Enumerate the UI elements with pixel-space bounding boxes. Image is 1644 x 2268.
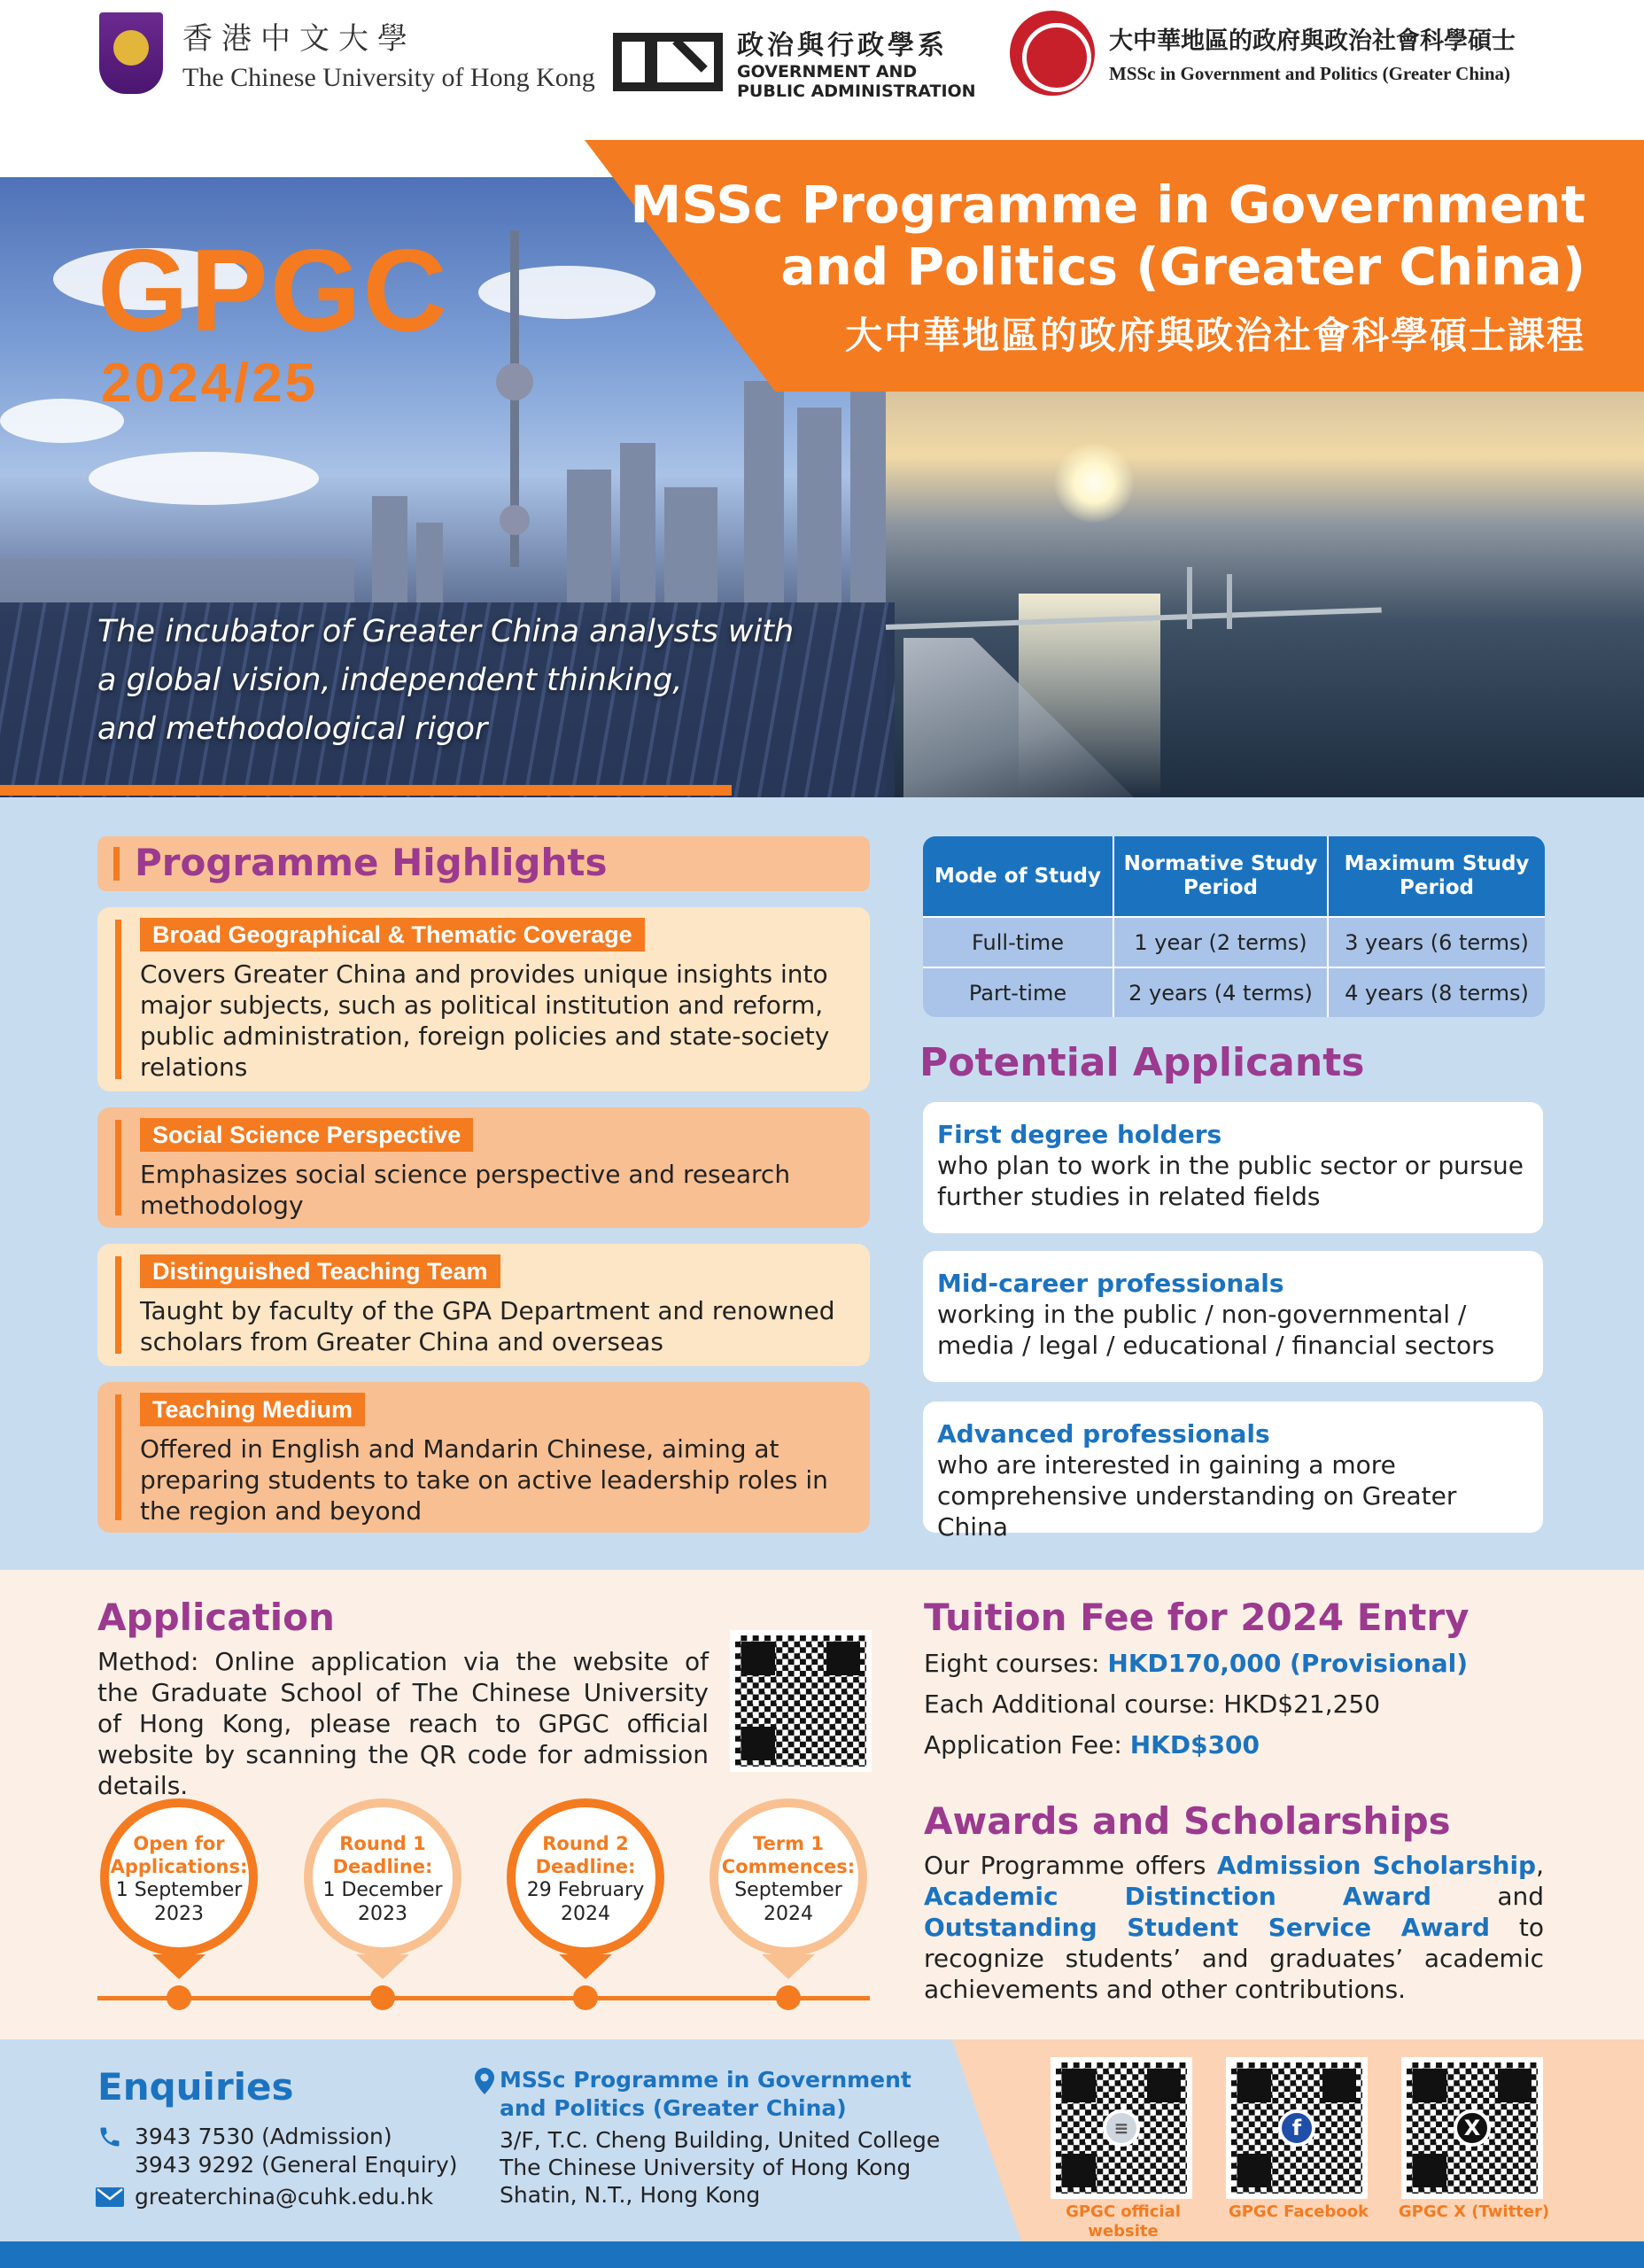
milestone-title: Term 1 Commences: <box>721 1833 856 1877</box>
table-cell: 3 years (6 terms) <box>1329 916 1545 967</box>
applicant-body: who are interested in gaining a more comprehensive understanding on Greater China <box>937 1450 1457 1542</box>
qr-label-x-twitter: GPGC X (Twitter) <box>1398 2202 1550 2221</box>
fee-line-eight-courses <box>924 1648 1468 1679</box>
skyline-building <box>416 523 443 611</box>
timeline-dot <box>167 1985 191 2010</box>
document-icon: ≡ <box>1103 2109 1140 2147</box>
phone-admission[interactable]: 3943 7530 (Admission) <box>135 2124 392 2149</box>
mssc-seal-icon <box>1010 11 1095 96</box>
cuhk-name-en: The Chinese University of Hong Kong <box>182 62 595 92</box>
programme-title-line-2: and Politics (Greater China) <box>780 237 1586 297</box>
cuhk-name-zh: 香港中文大學 <box>182 20 416 57</box>
highlight-body: Offered in English and Mandarin Chinese, aiming at preparing students to take on active leadership roles in the region and beyond <box>140 1434 828 1526</box>
table-header: Mode of Study <box>923 836 1114 916</box>
applicant-card <box>923 1251 1543 1382</box>
table-cell: 2 years (4 terms) <box>1114 967 1329 1017</box>
application-heading: Application <box>97 1596 335 1639</box>
tagline-line: and methodological rigor <box>97 711 488 747</box>
phone-icon <box>97 2124 122 2149</box>
milestone-date: 29 February <box>526 1879 645 1901</box>
milestone-year: 2024 <box>764 1903 813 1925</box>
highlight-tag: Teaching Medium <box>140 1393 365 1426</box>
skyline-building <box>744 381 784 611</box>
tv-tower-sphere <box>496 363 533 400</box>
table-header-row <box>923 836 1545 916</box>
gpa-name-en-2: PUBLIC ADMINISTRATION <box>737 82 976 101</box>
applicant-title: First degree holders <box>937 1120 1222 1149</box>
milestone-bubble <box>304 1798 461 1956</box>
gpa-logo[interactable] <box>613 23 976 101</box>
highlight-body: Emphasizes social science perspective and research methodology <box>140 1160 791 1220</box>
skyline-building <box>850 372 886 611</box>
cuhk-logo[interactable] <box>99 12 595 94</box>
milestone-year: 2023 <box>154 1903 204 1925</box>
study-mode-table <box>923 836 1545 1017</box>
gpa-mark-icon <box>613 33 723 91</box>
timeline-dot <box>573 1985 598 2010</box>
applicant-card <box>923 1402 1543 1542</box>
programme-title-line-1: MSSc Programme in Government <box>630 175 1586 235</box>
highlight-tag: Social Science Perspective <box>140 1118 473 1152</box>
email-link[interactable]: greaterchina@cuhk.edu.hk <box>135 2184 434 2210</box>
milestone-title: Round 2 Deadline: <box>535 1833 636 1877</box>
awards-separator: and <box>1497 1882 1544 1911</box>
highlight-body: Covers Greater China and provides unique insights into major subjects, such as political institution and reform, public administration, foreign policies and state-society relations <box>140 959 830 1082</box>
applicant-title: Mid-career professionals <box>937 1269 1284 1298</box>
awards-heading: Awards and Scholarships <box>924 1799 1451 1843</box>
milestone-pointer <box>356 1954 409 1979</box>
fee-value: HKD170,000 (Provisional) <box>1107 1649 1468 1678</box>
gpa-name-en-1: GOVERNMENT AND <box>737 62 918 82</box>
fee-value: HKD$300 <box>1129 1730 1260 1759</box>
award-name: Admission Scholarship <box>1216 1851 1537 1880</box>
awards-intro: Our Programme offers <box>924 1851 1206 1880</box>
table-cell: 4 years (8 terms) <box>1329 967 1545 1017</box>
facebook-icon: f <box>1278 2109 1315 2147</box>
sun-glow <box>1054 443 1134 523</box>
mssc-logo[interactable] <box>1010 11 1516 96</box>
highlights-heading: Programme Highlights <box>135 841 608 884</box>
address-line: 3/F, T.C. Cheng Building, United College <box>500 2127 941 2153</box>
header-logos <box>0 0 1644 142</box>
milestone-pointer <box>152 1954 206 1979</box>
facebook-qr-code[interactable] <box>1231 2062 1362 2194</box>
skyline-building <box>664 487 717 611</box>
table-header: Maximum Study Period <box>1329 836 1545 916</box>
highlight-card <box>97 1107 870 1228</box>
table-header: Normative Study Period <box>1114 836 1329 916</box>
applicants-heading: Potential Applicants <box>919 1040 1365 1085</box>
highlight-card <box>97 907 870 1091</box>
programme-title-en <box>611 174 1586 298</box>
table-cell: 1 year (2 terms) <box>1114 916 1329 967</box>
highlight-body: Taught by faculty of the GPA Department and renowned scholars from Greater China and overseas <box>140 1296 835 1356</box>
mssc-name-en: MSSc in Government and Politics (Greater China) <box>1109 63 1511 84</box>
gpgc-acronym: GPGC <box>97 225 449 355</box>
cloud <box>89 452 319 505</box>
milestone-year: 2024 <box>561 1903 610 1925</box>
x-twitter-icon: X <box>1454 2109 1491 2147</box>
timeline-dot <box>370 1985 395 2010</box>
qr-label-website: GPGC official website <box>1066 2202 1181 2241</box>
highlight-card <box>97 1244 870 1366</box>
gpa-name-zh: 政治與行政學系 <box>737 30 948 61</box>
cuhk-crest-icon <box>99 12 163 94</box>
milestone-year: 2023 <box>358 1903 407 1925</box>
highlight-card <box>97 1382 870 1533</box>
location-pin-icon <box>475 2068 494 2094</box>
milestone-bubble <box>100 1798 258 1956</box>
milestone-title: Round 1 Deadline: <box>332 1833 433 1877</box>
fee-line-application <box>924 1729 1260 1760</box>
milestone-bubble <box>507 1798 664 1956</box>
tagline <box>97 608 895 754</box>
milestone-date: 1 September <box>115 1879 243 1901</box>
milestone-pointer <box>559 1954 612 1979</box>
skyline-building <box>797 408 841 611</box>
table-cell: Part-time <box>923 967 1114 1017</box>
milestone-date: 1 December <box>322 1879 443 1901</box>
application-qr-code[interactable] <box>735 1635 866 1767</box>
applicant-body: working in the public / non-governmental / media / legal / educational / financial sectors <box>937 1300 1495 1360</box>
academic-year: 2024/25 <box>101 353 319 414</box>
table-row <box>923 916 1545 967</box>
tagline-line: a global vision, independent thinking, <box>97 663 683 698</box>
address-line: The Chinese University of Hong Kong <box>500 2155 911 2180</box>
milestone-title: Open for Applications: <box>110 1833 248 1877</box>
award-name: Outstanding Student Service Award <box>924 1913 1491 1942</box>
awards-outro: to recognize students’ and graduates’ academic achievements and other contributions. <box>924 1913 1544 2004</box>
fee-label: Application Fee: <box>924 1730 1122 1759</box>
award-name: Academic Distinction Award <box>924 1882 1432 1911</box>
highlight-tag: Broad Geographical & Thematic Coverage <box>140 918 645 951</box>
address-title: MSSc Programme in Government and Politics (Greater China) <box>500 2067 911 2121</box>
skyline-building <box>567 470 611 611</box>
highlight-tag: Distinguished Teaching Team <box>140 1254 500 1288</box>
address-line: Shatin, N.T., Hong Kong <box>500 2182 761 2208</box>
programme-title-zh: 大中華地區的政府與政治社會科學碩士課程 <box>844 314 1586 357</box>
timeline-line <box>97 1996 870 2000</box>
mail-icon <box>96 2187 124 2207</box>
application-method: Method: Online application via the website of the Graduate School of The Chinese University of Hong Kong, please reach to GPGC official website by scanning the QR code for admission details. <box>97 1647 709 1800</box>
fee-label: Eight courses: <box>924 1649 1100 1678</box>
milestone-date: September <box>734 1879 842 1901</box>
applicant-body: who plan to work in the public sector or pursue further studies in related fields <box>937 1151 1524 1211</box>
timeline-dot <box>776 1985 801 2010</box>
mssc-name-zh: 大中華地區的政府與政治社會科學碩士 <box>1109 27 1516 55</box>
milestone-pointer <box>762 1954 815 1979</box>
tv-tower-sphere <box>500 505 530 535</box>
enquiries-heading: Enquiries <box>97 2065 294 2109</box>
skyline-building <box>372 496 407 611</box>
website-qr-code[interactable] <box>1056 2062 1187 2194</box>
qr-label-facebook: GPGC Facebook <box>1228 2202 1369 2221</box>
orange-stripe <box>0 785 732 796</box>
skyline-building <box>620 443 655 611</box>
table-cell: Full-time <box>923 916 1114 967</box>
milestone-bubble <box>710 1798 867 1956</box>
tuition-heading: Tuition Fee for 2024 Entry <box>924 1596 1470 1639</box>
applicant-card <box>923 1102 1543 1233</box>
table-row <box>923 967 1545 1017</box>
fee-line-additional-course: Each Additional course: HKD$21,250 <box>924 1689 1381 1719</box>
applicant-title: Advanced professionals <box>937 1419 1270 1449</box>
bridge-pylon <box>1227 574 1232 629</box>
x-twitter-qr-code[interactable] <box>1407 2062 1538 2194</box>
tagline-line: The incubator of Greater China analysts with <box>97 614 795 649</box>
footer-bar <box>0 2241 1644 2268</box>
bridge-pylon <box>1187 567 1192 629</box>
phone-general[interactable]: 3943 9292 (General Enquiry) <box>135 2152 458 2178</box>
awards-text <box>924 1850 1544 2005</box>
awards-separator: , <box>1536 1851 1544 1880</box>
